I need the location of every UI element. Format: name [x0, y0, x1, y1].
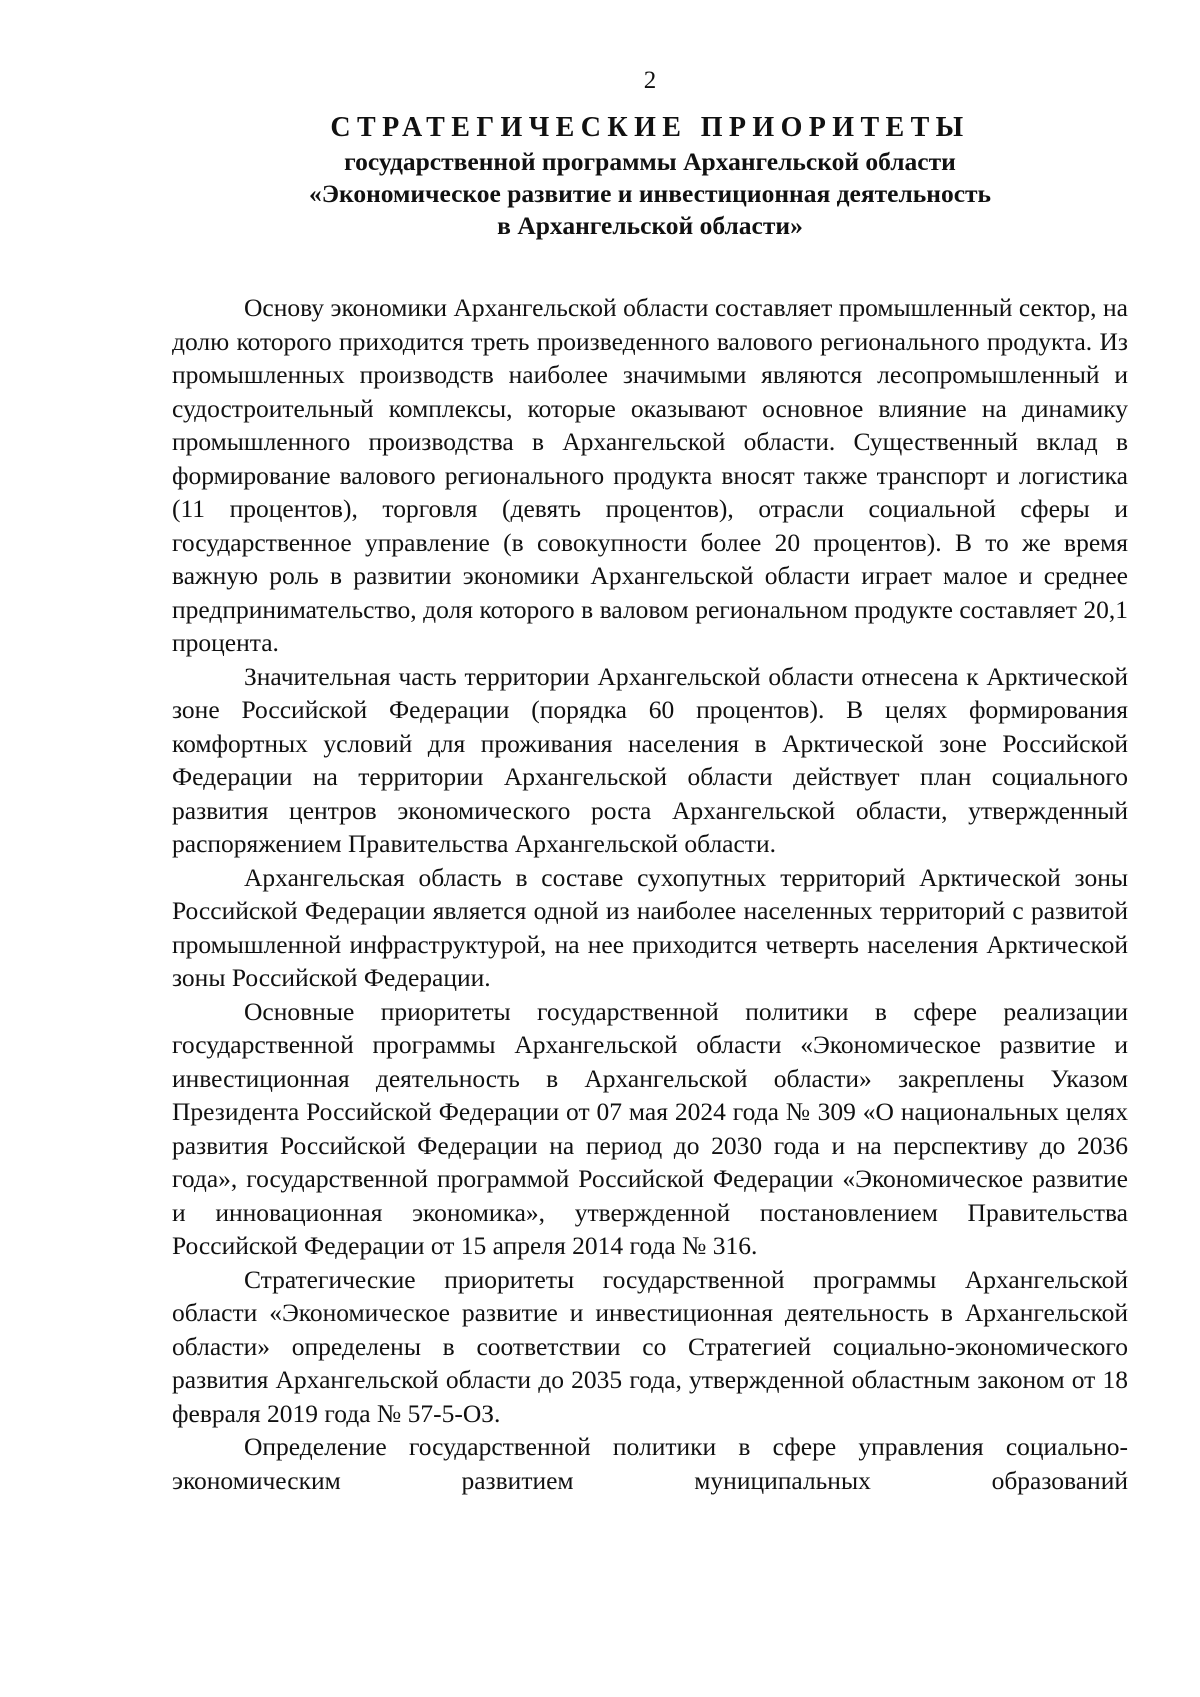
title-heading: СТРАТЕГИЧЕСКИЕ ПРИОРИТЕТЫ [330, 112, 970, 143]
paragraph-economy-structure: Основу экономики Архангельской области составляет промышленный сектор, на долю которого приходится треть произведенного валового регионального продукта. Из промышленных производств наиболее значимыми являются лесопромышленный и судостроительный комплексы, которые оказывают основное влияние на динамику промышленного производства в Архангельской области. Существенный вклад в формирование валового регионального продукта вносят также транспорт и логистика (11 процентов), торговля (девять процентов), отрасли социальной сферы и государственное управление (в совокупности более 20 процентов). В то же время важную роль в развитии экономики Архангельской области играет малое и среднее предпринимательство, доля которого в валовом региональном продукте составляет 20,1 процента. [172, 293, 1128, 657]
paragraph-strategy: Стратегические приоритеты государственной программы Архангельской области «Экономическое развитие и инвестиционная деятельность в Архангельской области» определены в соответствии со Стратегией социально-экономического развития Архангельской области до 2035 года, утвержденной областным законом от 18 февраля 2019 года № 57-5-ОЗ. [172, 1264, 1128, 1428]
document-title [172, 110, 1128, 242]
document-body [172, 291, 1128, 1497]
paragraph-municipal-policy: Определение государственной политики в сфере управления социально-экономическим развитием муниципальных образований [172, 1432, 1128, 1495]
paragraph-arctic-zone: Значительная часть территории Архангельской области отнесена к Арктической зоне Российской Федерации (порядка 60 процентов). В целях формирования комфортных условий для проживания населения в Арктической зоне Российской Федерации на территории Архангельской области действует план социального развития центров экономического роста Архангельской области, утвержденный распоряжением Правительства Архангельской области. [172, 661, 1128, 858]
page-number: 2 [643, 67, 657, 94]
paragraph-arctic-population: Архангельская область в составе сухопутных территорий Арктической зоны Российской Федерации является одной из наиболее населенных территорий с развитой промышленной инфраструктурой, на нее приходится четверть населения Арктической зоны Российской Федерации. [172, 862, 1128, 992]
title-line-1: государственной программы Архангельской области [344, 147, 956, 176]
title-line-3: в Архангельской области» [497, 211, 803, 240]
paragraph-policy-priorities: Основные приоритеты государственной политики в сфере реализации государственной программы Архангельской области «Экономическое развитие и инвестиционная деятельность в Архангельской области» закреплены Указом Президента Российской Федерации от 07 мая 2024 года № 309 «О национальных целях развития Российской Федерации на период до 2030 года и на перспективу до 2036 года», государственной программой Российской Федерации «Экономическое развитие и инновационная экономика», утвержденной постановлением Правительства Российской Федерации от 15 апреля 2014 года № 316. [172, 996, 1128, 1260]
title-line-2: «Экономическое развитие и инвестиционная деятельность [308, 179, 992, 208]
